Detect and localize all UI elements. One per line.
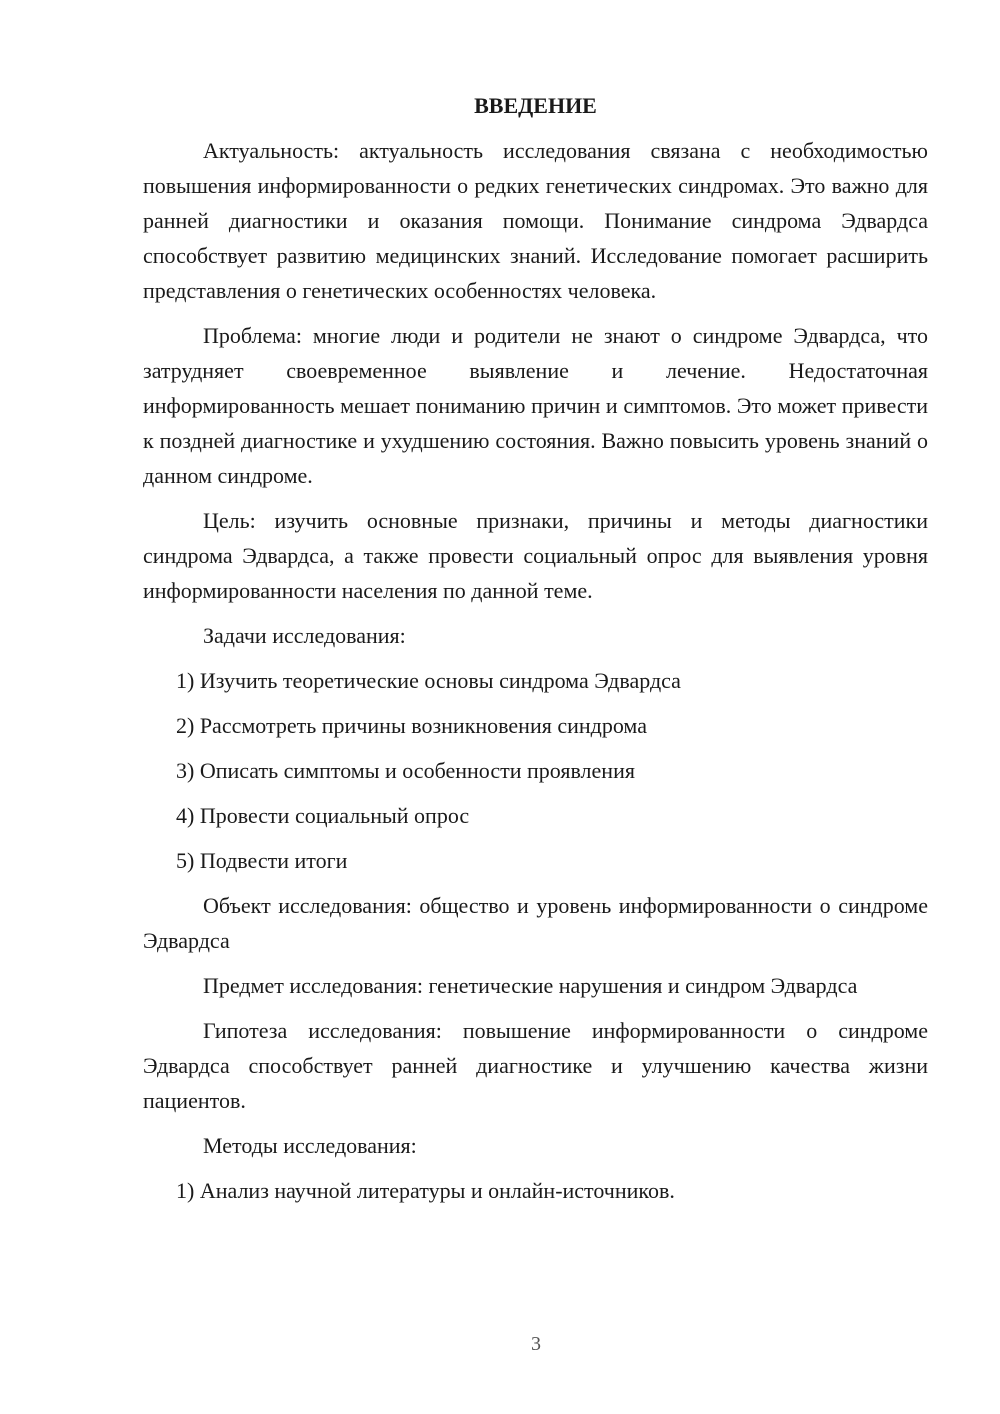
list-item: 3) Описать симптомы и особенности проявления [176, 758, 635, 783]
methods-list [143, 1173, 928, 1208]
page-number: 3 [531, 1333, 541, 1355]
list-item: 4) Провести социальный опрос [176, 803, 470, 828]
tasks-list [143, 663, 928, 878]
tasks-heading: Задачи исследования: [203, 623, 406, 648]
paragraph-hypothesis: Гипотеза исследования: повышение информированности о синдроме Эдвардса способствует ранней диагностике и улучшению качества жизни пациентов. [143, 1018, 928, 1113]
paragraph-relevance: Актуальность: актуальность исследования связана с необходимостью повышения информированности о редких генетических синдромах. Это важно для ранней диагностики и оказания помощи. Понимание синдрома Эдвардса способствует развитию медицинских знаний. Исследование помогает расширить представления о генетических особенностях человека. [143, 138, 928, 303]
list-item: 1) Анализ научной литературы и онлайн-источников. [176, 1178, 675, 1203]
list-item: 1) Изучить теоретические основы синдрома Эдвардса [176, 668, 681, 693]
paragraph-problem: Проблема: многие люди и родители не знают о синдроме Эдвардса, что затрудняет своевременное выявление и лечение. Недостаточная информированность мешает пониманию причин и симптомов. Это может привести к поздней диагностике и ухудшению состояния. Важно повысить уровень знаний о данном синдроме. [143, 323, 928, 488]
paragraph-object: Объект исследования: общество и уровень информированности о синдроме Эдвардса [143, 893, 928, 953]
paragraph-goal: Цель: изучить основные признаки, причины и методы диагностики синдрома Эдвардса, а также провести социальный опрос для выявления уровня информированности населения по данной теме. [143, 508, 928, 603]
paragraph-subject: Предмет исследования: генетические нарушения и синдром Эдвардса [203, 973, 858, 998]
page-title: ВВЕДЕНИЕ [474, 93, 597, 118]
list-item: 5) Подвести итоги [176, 848, 348, 873]
document-body [143, 88, 928, 1218]
methods-heading: Методы исследования: [203, 1133, 417, 1158]
list-item: 2) Рассмотреть причины возникновения синдрома [176, 713, 647, 738]
